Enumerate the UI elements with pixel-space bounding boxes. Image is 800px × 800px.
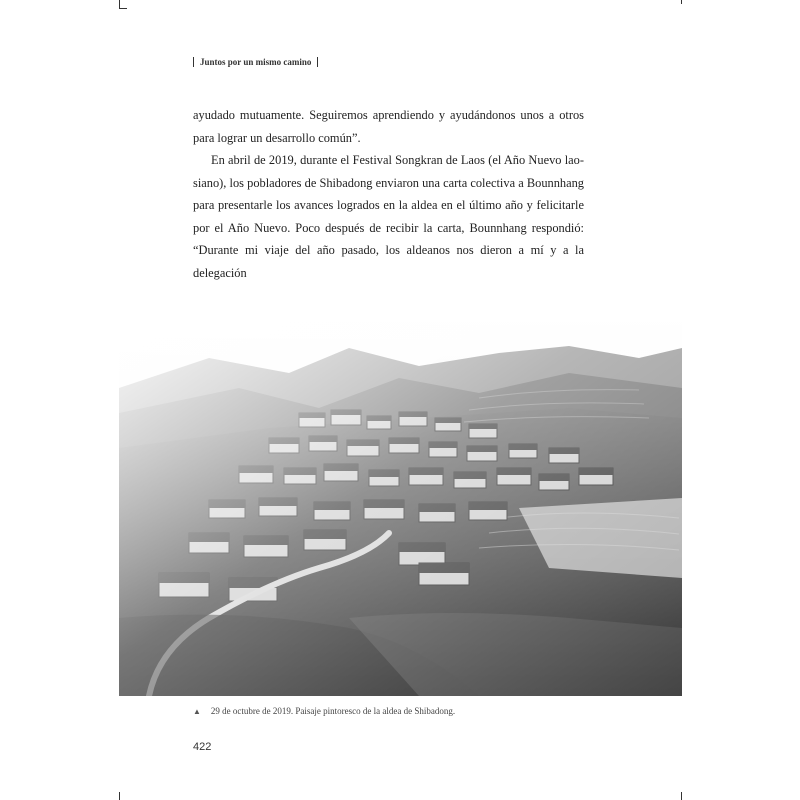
triangle-icon: ▲: [193, 706, 201, 716]
paragraph-1: [193, 104, 584, 149]
village-photo-illustration: [119, 318, 682, 696]
crop-mark-top-right: [681, 0, 682, 4]
crop-mark-top-left-tick: [119, 8, 127, 9]
header-bar-left: [193, 57, 194, 67]
text-line: para presentarle los avances logrados en la aldea en el último año y felicitarle: [193, 198, 584, 212]
text-line: siano), los pobladores de Shibadong enviaron una carta colectiva a Bounnhang: [193, 175, 584, 190]
page-number: 422: [193, 741, 212, 753]
paragraph-2: [193, 149, 584, 284]
header-bar-right: [317, 57, 318, 67]
text-line: En abril de 2019, durante el Festival Songkran de Laos (el Año Nuevo lao-: [211, 153, 584, 167]
caption-text: 29 de octubre de 2019. Paisaje pintoresco de la aldea de Shibadong.: [210, 706, 456, 716]
text-line: para lograr un desarrollo común”.: [193, 130, 361, 145]
running-header: [193, 57, 318, 67]
village-photo: [119, 318, 682, 696]
crop-mark-bottom-left: [119, 792, 120, 800]
photo-caption: [193, 706, 455, 716]
text-line: por el Año Nuevo. Poco después de recibir la carta, Bounnhang respondió:: [193, 220, 584, 235]
text-line: ayudado mutuamente. Seguiremos aprendiendo y ayudándonos unos a otros: [193, 108, 584, 122]
crop-mark-bottom-right: [681, 792, 682, 800]
text-line: “Durante mi viaje del año pasado, los aldeanos nos dieron a mí y a la delegación: [193, 243, 584, 280]
body-text: [193, 104, 584, 284]
crop-mark-top-left: [119, 0, 120, 8]
running-title: Juntos por un mismo camino: [200, 57, 312, 67]
